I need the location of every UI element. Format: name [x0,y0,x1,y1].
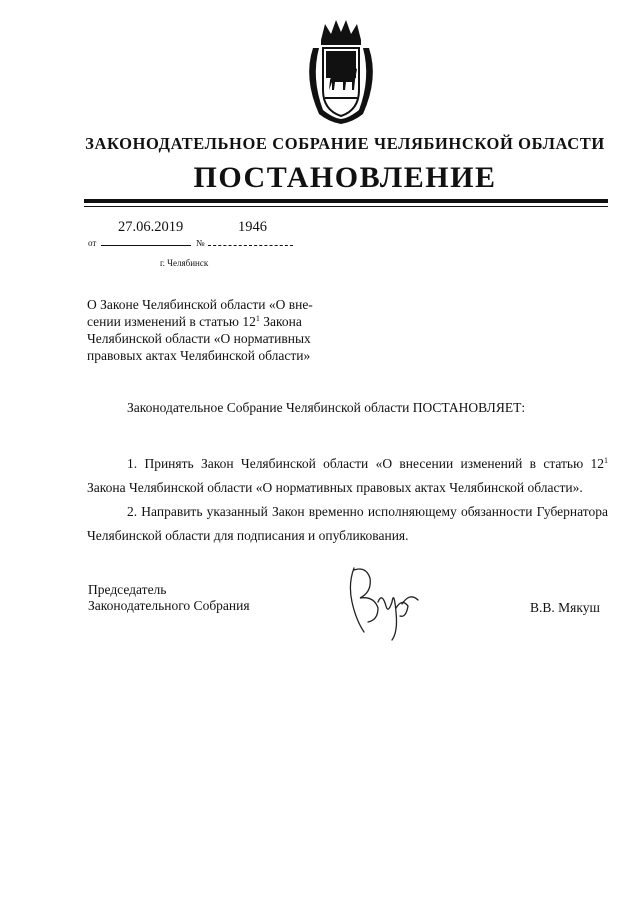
date-label: от [88,238,97,248]
subject-line: правовых актах Челябинской области» [87,348,311,363]
coat-of-arms-icon [299,18,383,126]
signatory-name: В.В. Мякуш [530,600,600,615]
signatory-role: Председатель Законодательного Собрания [88,582,250,613]
document-number: 1946 [238,219,267,235]
subject-line: Челябинской области «О нормативных [87,331,311,346]
header-rule-thick [84,199,608,203]
city-label: г. Челябинск [160,258,209,268]
organization-title: ЗАКОНОДАТЕЛЬНОЕ СОБРАНИЕ ЧЕЛЯБИНСКОЙ ОБЛАСТИ [85,134,605,153]
document-type: ПОСТАНОВЛЕНИЕ [193,161,497,194]
resolution-item-1: 1. Принять Закон Челябинской области «О внесении изменений в статью $12^1$ Закона Челябинской области «О нормативных правовых актах Челябинской области». [87,456,608,495]
subject-line: О Законе Челябинской области «О вне- [87,297,313,312]
handwritten-signature [340,562,430,642]
number-label: № [196,238,205,248]
document-date: 27.06.2019 [118,219,184,235]
document-subject [87,296,340,364]
resolution-item-2: 2. Направить указанный Закон временно исполняющему обязанности Губернатора Челябинской области для подписания и опубликования. [87,504,608,543]
resolves-statement: Законодательное Собрание Челябинской области ПОСТАНОВЛЯЕТ: [127,400,526,415]
number-underline [208,245,293,246]
subject-line: сении изменений в статью $12^1$ Закона [87,314,302,329]
header-rule-thin [84,206,608,207]
date-underline [101,245,191,246]
